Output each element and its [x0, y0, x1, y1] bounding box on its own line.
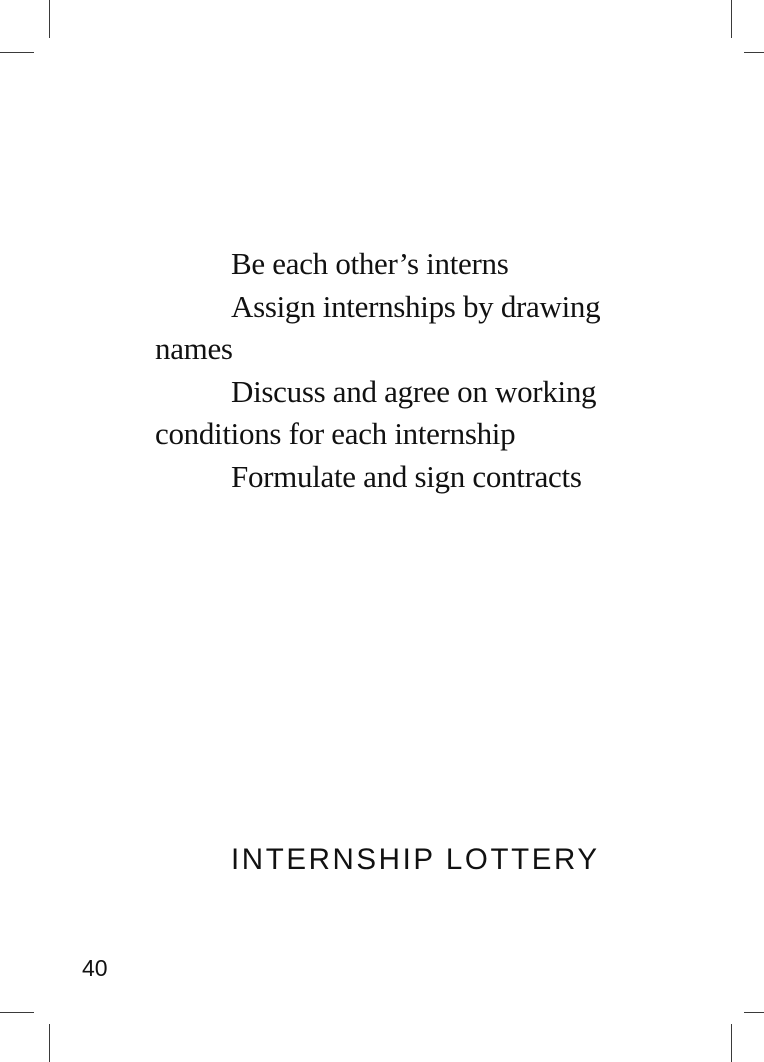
crop-mark-top-right-horizontal: [744, 52, 764, 53]
section-title: INTERNSHIP LOTTERY: [231, 843, 600, 876]
poem-text: [155, 243, 635, 499]
crop-mark-bottom-left-vertical: [49, 1024, 50, 1062]
crop-mark-top-left-horizontal: [0, 52, 34, 53]
crop-mark-bottom-left-horizontal: [0, 1012, 34, 1013]
crop-mark-top-right-vertical: [731, 0, 732, 38]
page-number: 40: [82, 955, 108, 981]
poem-line: Assign internships by drawing names: [155, 288, 601, 367]
crop-mark-bottom-right-horizontal: [744, 1012, 764, 1013]
poem-line: Formulate and sign contracts: [231, 458, 582, 494]
crop-mark-top-left-vertical: [49, 0, 50, 38]
poem-line: Discuss and agree on working conditions for each internship: [155, 373, 597, 452]
poem-line: Be each other’s interns: [231, 246, 509, 281]
crop-mark-bottom-right-vertical: [731, 1024, 732, 1062]
